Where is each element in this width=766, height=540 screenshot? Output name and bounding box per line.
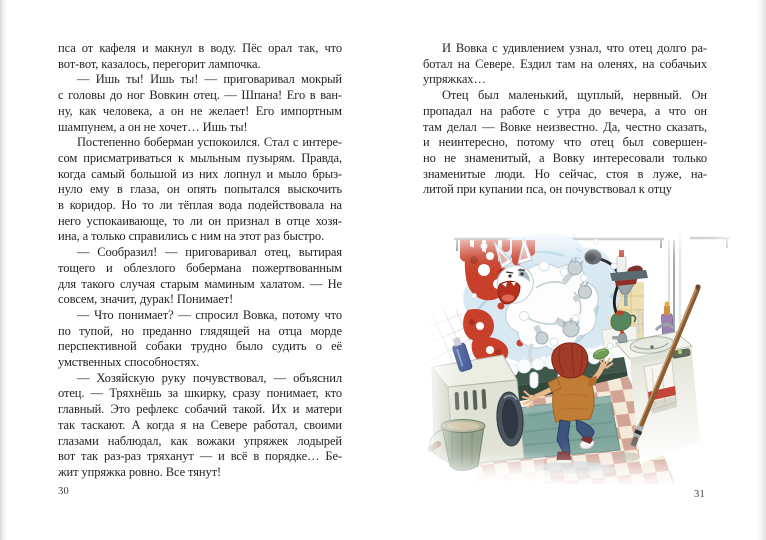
paragraph	[423, 88, 707, 198]
text-line: Отец был маленький, щуплый, нервный. Он	[442, 88, 707, 103]
text-line: там делал — Вовке неизвестно. Да, честно сказать,	[423, 119, 707, 134]
right-page-text	[423, 41, 707, 198]
text-line: шампунем, а он не хочет… Ишь ты!	[58, 119, 248, 134]
text-line: для такого случая старым маминым халатом. — Не	[58, 276, 342, 291]
text-line: главный. Это рефлекс собачий такой. Их и матери	[58, 402, 342, 417]
text-line: — Ишь ты! Ишь ты! — приговаривал мокрый	[77, 72, 342, 87]
text-line: перспективной собаки трудно было судить о её	[58, 339, 342, 354]
text-line: пропадал на работе с утра до вечера, а что он	[423, 103, 707, 118]
text-line: литой при купании пса, он почувствовал к отцу	[423, 182, 672, 197]
page-number-left: 30	[58, 486, 70, 497]
paragraph	[58, 135, 342, 245]
text-line: с головы до ног Вовкин отец. — Шпана! Его в ван-	[58, 88, 342, 103]
text-line: отец. — Тряхнёшь за шкирку, сразу понимает, кто	[58, 386, 342, 401]
paragraph	[423, 41, 707, 88]
text-line: жит упряжка ровно. Все тянут!	[58, 464, 222, 479]
text-line: тощего и облезлого бобермана пожертвованным	[58, 260, 342, 275]
paragraph	[58, 371, 342, 481]
text-line: Постепенно боберман успокоился. Стал с интере-	[77, 135, 342, 150]
paragraph	[58, 308, 342, 371]
paragraph	[58, 245, 342, 308]
text-line: нуло ему в глаза, он опять попытался выскочить	[58, 182, 342, 197]
text-line: — Что понимает? — спросил Вовка, потому что	[77, 307, 342, 322]
text-line: пса от кафеля и макнул в воду. Пёс орал так, что	[58, 41, 342, 55]
text-line: но не знаменитый, а Вовку интересовали только	[423, 150, 707, 165]
text-line: ну, как человека, а он не желает! Его импортным	[58, 103, 342, 118]
paragraph	[58, 72, 342, 135]
text-line: него успокаивающе, то ли он признал в отце хозя-	[58, 213, 342, 228]
text-line: умственных способностях.	[58, 355, 200, 370]
text-line: вот так раз-раз тряханут — и всё в порядке… Бе-	[58, 449, 342, 464]
left-page-text	[58, 41, 342, 481]
text-line: совсем, значит, дурак! Понимает!	[58, 292, 234, 307]
page-number-right: 31	[694, 489, 706, 500]
paragraph	[58, 41, 342, 72]
page-edge-right	[756, 0, 766, 540]
text-line: сом присматриваться к мыльным пузырям. Правда,	[58, 150, 342, 165]
text-line: И Вовка с удивлением узнал, что отец долго ра-	[442, 41, 707, 55]
text-line: ботал на Севере. Ездил там на оленях, на собачьих	[423, 56, 707, 71]
text-line: и неинтересно, потому что отец был совершен-	[423, 135, 707, 150]
text-line: знаменитые люди. Но сейчас, стоя в луже, на-	[423, 166, 707, 181]
text-line: вот-вот, казалось, перегорит лампочка.	[58, 56, 261, 71]
text-line: так таскают. А когда я на Севере работал, своими	[58, 417, 342, 432]
bathroom-scene-illustration	[424, 226, 744, 486]
text-line: упряжках…	[423, 72, 486, 87]
text-line: в коридор. Но то ли тёплая вода подействовала на	[58, 198, 342, 213]
text-line: — Хозяйскую руку почувствовал, — объяснил	[77, 370, 342, 385]
page-edge-left	[0, 0, 8, 540]
text-line: по тупой, но преданно глядящей на отца морде	[58, 323, 342, 338]
text-line: — Сообразил! — приговаривал отец, вытирая	[77, 245, 342, 260]
text-line: когда самый большой из них лопнул и мыло брыз-	[58, 166, 342, 181]
text-line: ина, а только справились с ним на этот раз быстро.	[58, 229, 325, 244]
text-line: глазами наблюдал, как вожаки упряжек лодырей	[58, 433, 342, 448]
